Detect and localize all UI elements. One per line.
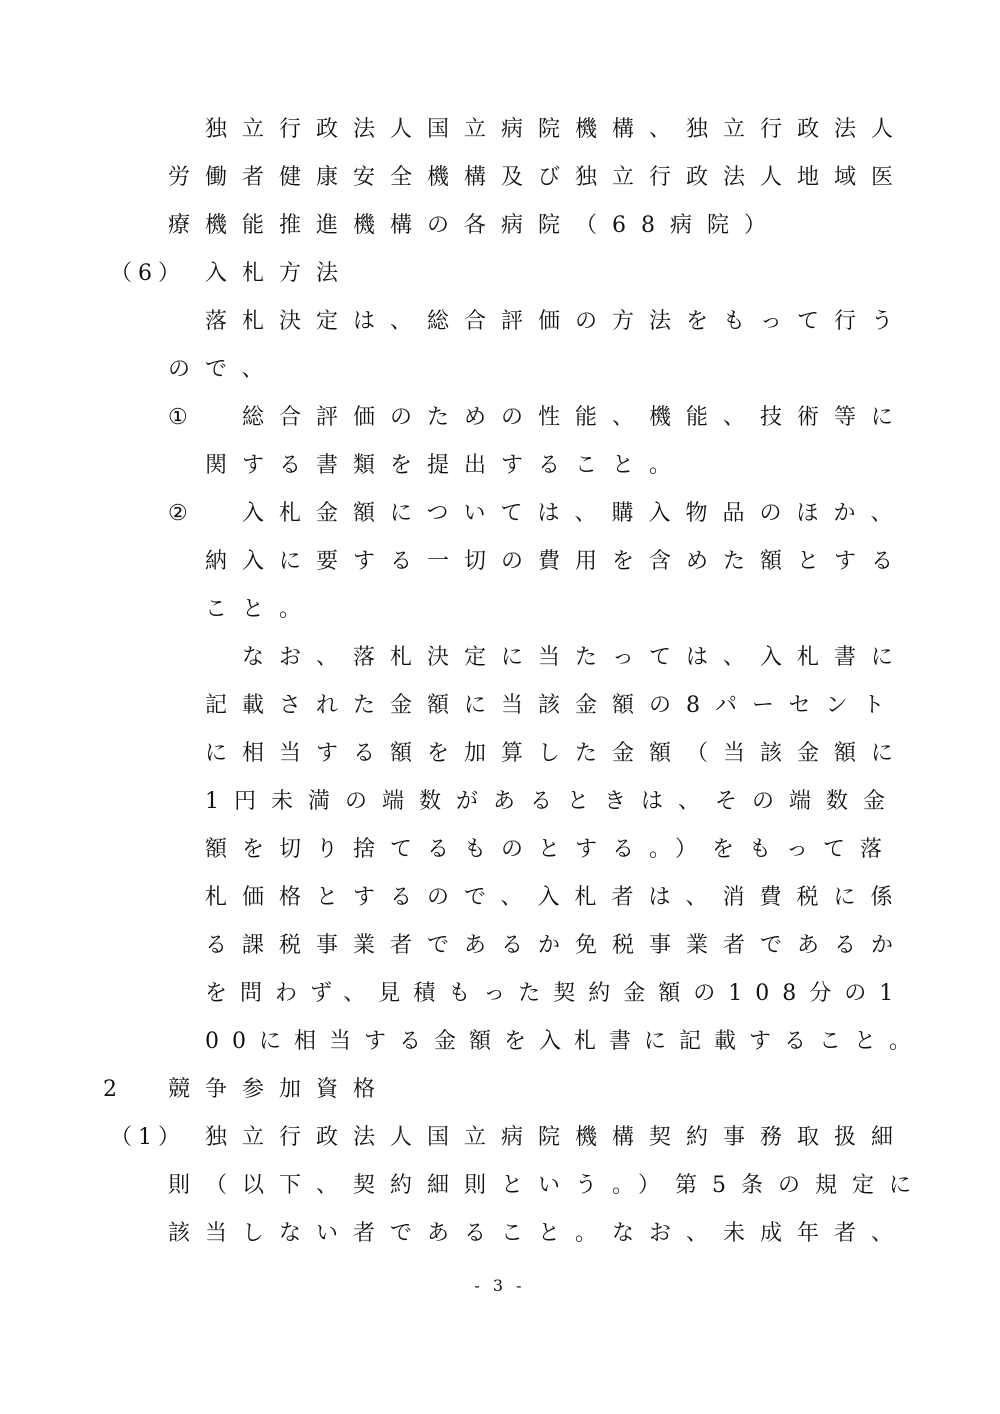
text-line: 独立行政法人国立病院機構、独立行政法人 (205, 117, 909, 142)
text-line: 札価格とするので、入札者は、消費税に係 (205, 885, 908, 910)
section-heading: 競争参加資格 (168, 1077, 391, 1102)
text-line: に相当する額を加算した金額（当該金額に (205, 741, 909, 766)
text-line: を問わず、見積もった契約金額の108分の1 (205, 981, 907, 1006)
section-number: （1） (110, 1125, 186, 1150)
item-marker: ① (168, 405, 203, 430)
text-line: 額を切り捨てるものとする。）をもって落 (205, 837, 898, 862)
text-line: 落札決定は、総合評価の方法をもって行う (205, 309, 909, 334)
text-line: 総合評価のための性能、機能、技術等に (242, 405, 909, 430)
text-line: る課税事業者であるか免税事業者であるか (205, 933, 909, 958)
text-line: ので、 (168, 357, 279, 382)
section-number: （6） (110, 261, 186, 286)
text-line: 則（以下、契約細則という。）第5条の規定に (168, 1173, 926, 1198)
text-line: 療機能推進機構の各病院（68病院） (168, 213, 781, 238)
text-line: 関する書類を提出すること。 (205, 453, 687, 478)
text-line: 00に相当する金額を入札書に記載すること。 (205, 1029, 924, 1054)
section-heading: 入札方法 (205, 261, 354, 286)
text-line: 該当しない者であること。なお、未成年者、 (168, 1221, 909, 1246)
section-number: 2 (103, 1077, 132, 1102)
text-line: 記載された金額に当該金額の8パーセント (205, 693, 900, 718)
text-line: 労働者健康安全機構及び独立行政法人地域医 (168, 165, 909, 190)
text-line: 納入に要する一切の費用を含めた額とする (205, 549, 909, 574)
text-line: 入札金額については、購入物品のほか、 (242, 501, 908, 526)
text-line: 1円未満の端数があるときは、その端数金 (205, 789, 900, 814)
text-line: 独立行政法人国立病院機構契約事務取扱細 (205, 1125, 909, 1150)
page-number: - 3 - (474, 1276, 526, 1295)
item-marker: ② (168, 501, 203, 526)
text-line: なお、落札決定に当たっては、入札書に (242, 645, 909, 670)
text-line: こと。 (205, 597, 317, 622)
